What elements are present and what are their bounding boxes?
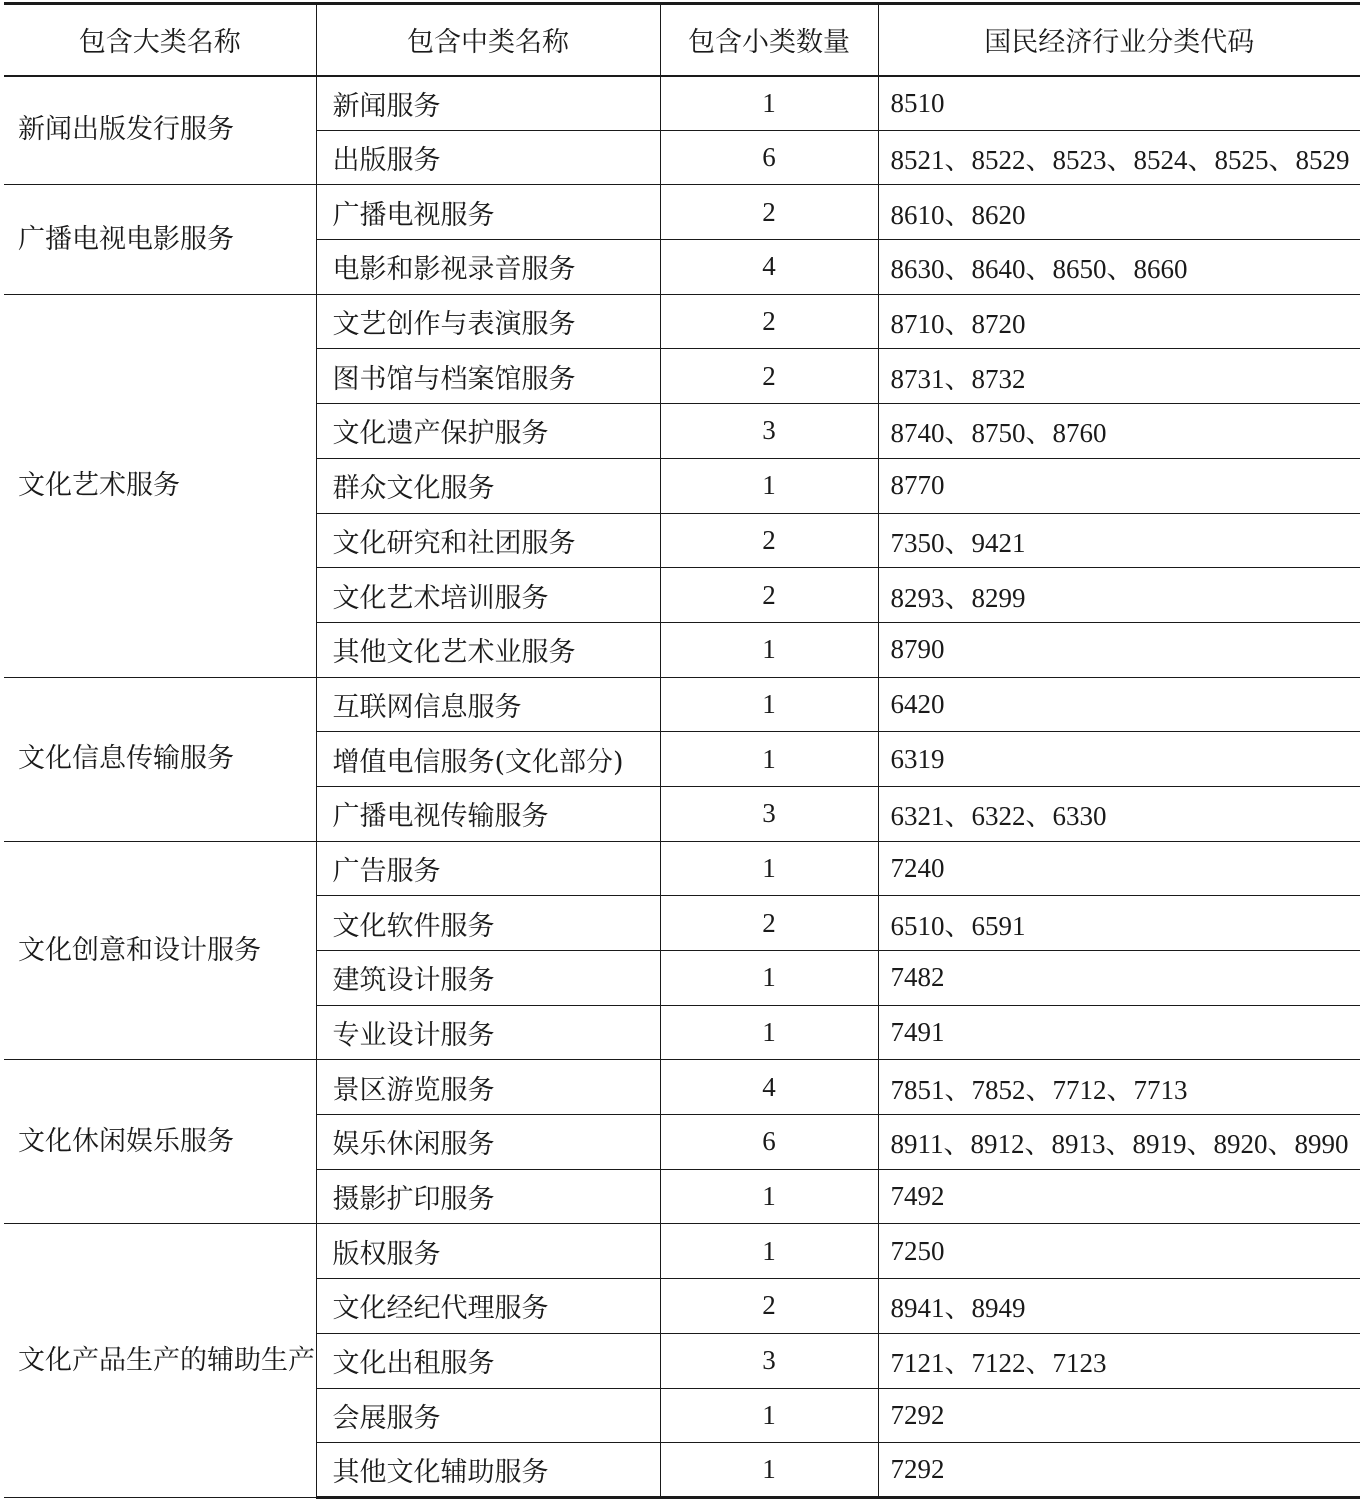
subcategory-count-cell: 3	[660, 1333, 878, 1388]
industry-codes-cell: 8911、8912、8913、8919、8920、8990	[878, 1115, 1360, 1170]
industry-codes-cell: 8731、8732	[878, 349, 1360, 404]
mid-category-cell: 广播电视服务	[316, 185, 660, 240]
major-category-cell: 广播电视电影服务	[4, 185, 316, 294]
subcategory-count-cell: 1	[660, 458, 878, 513]
industry-codes-cell: 7121、7122、7123	[878, 1333, 1360, 1388]
mid-category-cell: 增值电信服务(文化部分)	[316, 732, 660, 787]
subcategory-count-cell: 6	[660, 130, 878, 185]
table-body	[4, 76, 1360, 1498]
industry-classification-table	[4, 2, 1360, 1499]
mid-category-cell: 版权服务	[316, 1224, 660, 1279]
industry-codes-cell: 8293、8299	[878, 568, 1360, 623]
mid-category-cell: 其他文化艺术业服务	[316, 622, 660, 677]
subcategory-count-cell: 1	[660, 622, 878, 677]
industry-codes-cell: 8630、8640、8650、8660	[878, 240, 1360, 295]
subcategory-count-cell: 2	[660, 185, 878, 240]
subcategory-count-cell: 1	[660, 1005, 878, 1060]
table-row	[4, 185, 1360, 240]
mid-category-cell: 文化遗产保护服务	[316, 404, 660, 459]
subcategory-count-cell: 1	[660, 1388, 878, 1443]
mid-category-cell: 摄影扩印服务	[316, 1169, 660, 1224]
subcategory-count-cell: 2	[660, 294, 878, 349]
industry-codes-cell: 8510	[878, 76, 1360, 131]
mid-category-cell: 其他文化辅助服务	[316, 1443, 660, 1498]
industry-codes-cell: 7240	[878, 841, 1360, 896]
industry-codes-cell: 7492	[878, 1169, 1360, 1224]
major-category-cell: 文化信息传输服务	[4, 677, 316, 841]
mid-category-cell: 电影和影视录音服务	[316, 240, 660, 295]
table-row	[4, 1060, 1360, 1115]
mid-category-cell: 文化研究和社团服务	[316, 513, 660, 568]
mid-category-cell: 景区游览服务	[316, 1060, 660, 1115]
industry-codes-cell: 7851、7852、7712、7713	[878, 1060, 1360, 1115]
industry-codes-cell: 8610、8620	[878, 185, 1360, 240]
mid-category-cell: 会展服务	[316, 1388, 660, 1443]
mid-category-cell: 文化软件服务	[316, 896, 660, 951]
major-category-cell: 文化艺术服务	[4, 294, 316, 677]
subcategory-count-cell: 1	[660, 732, 878, 787]
header-major-category: 包含大类名称	[4, 4, 316, 76]
subcategory-count-cell: 1	[660, 76, 878, 131]
subcategory-count-cell: 6	[660, 1115, 878, 1170]
subcategory-count-cell: 4	[660, 1060, 878, 1115]
mid-category-cell: 广播电视传输服务	[316, 786, 660, 841]
industry-codes-cell: 7292	[878, 1443, 1360, 1498]
industry-codes-cell: 7350、9421	[878, 513, 1360, 568]
subcategory-count-cell: 2	[660, 1279, 878, 1334]
table-row	[4, 294, 1360, 349]
table-row	[4, 677, 1360, 732]
mid-category-cell: 娱乐休闲服务	[316, 1115, 660, 1170]
mid-category-cell: 文艺创作与表演服务	[316, 294, 660, 349]
mid-category-cell: 互联网信息服务	[316, 677, 660, 732]
subcategory-count-cell: 1	[660, 1169, 878, 1224]
mid-category-cell: 建筑设计服务	[316, 951, 660, 1006]
mid-category-cell: 文化经纪代理服务	[316, 1279, 660, 1334]
industry-codes-cell: 7292	[878, 1388, 1360, 1443]
mid-category-cell: 图书馆与档案馆服务	[316, 349, 660, 404]
industry-codes-cell: 6420	[878, 677, 1360, 732]
subcategory-count-cell: 2	[660, 349, 878, 404]
major-category-cell: 文化休闲娱乐服务	[4, 1060, 316, 1224]
subcategory-count-cell: 1	[660, 841, 878, 896]
subcategory-count-cell: 1	[660, 951, 878, 1006]
table-row	[4, 1224, 1360, 1279]
table-row	[4, 841, 1360, 896]
major-category-cell: 新闻出版发行服务	[4, 76, 316, 185]
subcategory-count-cell: 1	[660, 1443, 878, 1498]
header-subcategory-count: 包含小类数量	[660, 4, 878, 76]
subcategory-count-cell: 1	[660, 677, 878, 732]
subcategory-count-cell: 2	[660, 513, 878, 568]
subcategory-count-cell: 4	[660, 240, 878, 295]
mid-category-cell: 群众文化服务	[316, 458, 660, 513]
subcategory-count-cell: 1	[660, 1224, 878, 1279]
industry-codes-cell: 7250	[878, 1224, 1360, 1279]
industry-codes-cell: 6319	[878, 732, 1360, 787]
header-industry-codes: 国民经济行业分类代码	[878, 4, 1360, 76]
subcategory-count-cell: 3	[660, 404, 878, 459]
industry-codes-cell: 6321、6322、6330	[878, 786, 1360, 841]
industry-codes-cell: 8740、8750、8760	[878, 404, 1360, 459]
subcategory-count-cell: 2	[660, 896, 878, 951]
header-row	[4, 4, 1360, 76]
mid-category-cell: 广告服务	[316, 841, 660, 896]
mid-category-cell: 文化出租服务	[316, 1333, 660, 1388]
mid-category-cell: 文化艺术培训服务	[316, 568, 660, 623]
industry-codes-cell: 8770	[878, 458, 1360, 513]
industry-codes-cell: 8790	[878, 622, 1360, 677]
mid-category-cell: 出版服务	[316, 130, 660, 185]
table-row	[4, 76, 1360, 131]
industry-codes-cell: 8521、8522、8523、8524、8525、8529	[878, 130, 1360, 185]
industry-codes-cell: 7482	[878, 951, 1360, 1006]
major-category-cell: 文化产品生产的辅助生产	[4, 1224, 316, 1497]
industry-codes-cell: 6510、6591	[878, 896, 1360, 951]
subcategory-count-cell: 3	[660, 786, 878, 841]
industry-codes-cell: 7491	[878, 1005, 1360, 1060]
major-category-cell: 文化创意和设计服务	[4, 841, 316, 1060]
industry-codes-cell: 8710、8720	[878, 294, 1360, 349]
industry-codes-cell: 8941、8949	[878, 1279, 1360, 1334]
mid-category-cell: 专业设计服务	[316, 1005, 660, 1060]
mid-category-cell: 新闻服务	[316, 76, 660, 131]
subcategory-count-cell: 2	[660, 568, 878, 623]
header-mid-category: 包含中类名称	[316, 4, 660, 76]
